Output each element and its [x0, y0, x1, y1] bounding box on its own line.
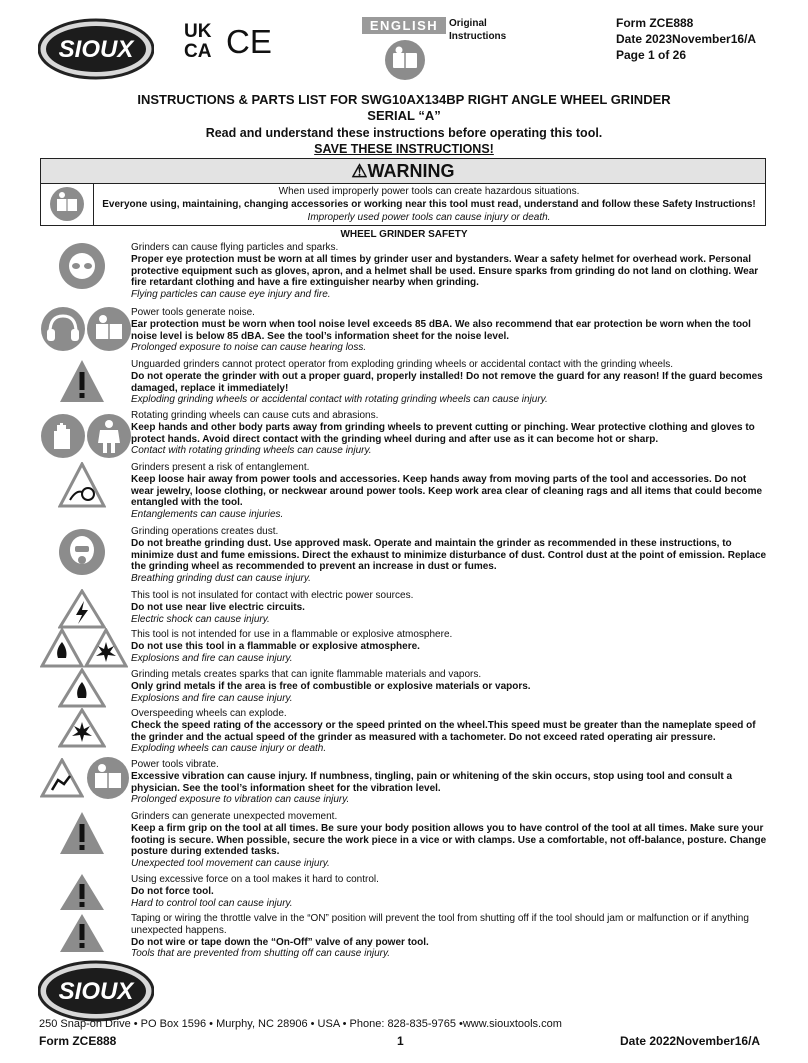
explosive-warning-icon: [58, 708, 106, 748]
language-label: ENGLISH: [362, 17, 446, 34]
warning-text: When used improperly power tools can create hazardous situations. Everyone using, maintaining, changing accessories or working near this tool must read, understand and follow these Safety Instructions! Improperly used power tools can cause injury or death.: [102, 186, 756, 223]
read-manual-icon: [41, 183, 93, 225]
page-count: Page 1 of 26: [616, 48, 687, 62]
warning-triangle-icon: [58, 810, 106, 856]
warning-box: [40, 158, 766, 226]
flammable-warning-icon: [58, 668, 106, 708]
footer-form-number: Form ZCE888: [39, 1034, 117, 1048]
safety-item: This tool is not insulated for contact with electric power sources. Do not use near live electric circuits. Electric shock can cause injury.: [131, 590, 414, 625]
language-badge: [362, 17, 446, 81]
svg-text:CE: CE: [226, 23, 272, 60]
vibration-warning-icon: [40, 758, 84, 798]
safety-item: Grinding metals creates sparks that can ignite flammable materials and vapors. Only grind metals if the area is free of combustible or explosive materials or vapors. Explosions and fire can cause injury.: [131, 669, 531, 704]
read-manual-icon: [384, 39, 426, 81]
safety-item: Taping or wiring the throttle valve in the “ON” position will prevent the tool from shutting off if the tool should jam or malfunction or if anything unexpected happens. Do not wire or tape down the “On-Off” valve of any power tool. Tools that are prevented from shutting off can cause injury.: [131, 913, 749, 960]
form-number: Form ZCE888: [616, 16, 694, 30]
safety-item: Grinders present a risk of entanglement. Keep loose hair away from power tools and accessories. Keep hands away from moving parts of the tool and accessories. Do not wear jewelry, loose clothing, or neckwear around power tools. Keep work area clear of cleaning rags and all items that could become entangled with the tool. Entanglements can cause injuries.: [131, 462, 763, 521]
eye-protection-icon: [58, 242, 106, 290]
certification-marks: [184, 20, 274, 58]
svg-text:UK: UK: [184, 21, 212, 42]
company-address: 250 Snap-on Drive • PO Box 1596 • Murphy, NC 28906 • USA • Phone: 828-835-9765 •www.siouxtools.com: [39, 1018, 562, 1030]
warning-triangle-icon: [58, 912, 106, 954]
logo-text: SIOUX: [58, 36, 134, 63]
warning-heading: ⚠WARNING: [41, 159, 765, 184]
footer-date: Date 2022November16/A: [620, 1034, 761, 1048]
section-title: WHEEL GRINDER SAFETY: [340, 229, 468, 240]
safety-item: Unguarded grinders cannot protect operator from exploding grinding wheels or accidental contact with the grinding wheels. Do not operate the grinder with out a proper guard, properly installed! Do not remove the guard for any reason! If the guard becomes damaged, replace it immediately! Exploding grinding wheels or accidental contact with rotating grinding wheels can cause injury.: [131, 359, 763, 406]
safety-item: Power tools vibrate. Excessive vibration can cause injury. If numbness, tingling, pain or whitening of the skin occurs, stop using tool and consult a physician. See the tool’s information sheet for the vibration level. Prolonged exposure to vibration can cause injury.: [131, 759, 733, 806]
logo-text: SIOUX: [58, 978, 134, 1005]
respirator-mask-icon: [58, 528, 106, 576]
svg-text:CA: CA: [184, 41, 212, 60]
form-date: Date 2023November16/A: [616, 32, 757, 46]
warning-triangle-icon: [58, 358, 106, 404]
protective-clothing-icon: [86, 413, 132, 459]
original-instructions: Original Instructions: [449, 18, 507, 42]
safety-item: This tool is not intended for use in a flammable or explosive atmosphere. Do not use this tool in a flammable or explosive atmosphere. Explosions and fire can cause injury.: [131, 629, 453, 664]
safety-item: Power tools generate noise. Ear protection must be worn when tool noise level exceeds 85 dBA. We also recommend that ear protection be worn when the tool noise level is below 85 dBA. See the tool’s information sheet for the noise level. Prolonged exposure to noise can cause hearing loss.: [131, 307, 751, 354]
safety-item: Using excessive force on a tool makes it hard to control. Do not force tool. Hard to control tool can cause injury.: [131, 874, 379, 909]
document-title: INSTRUCTIONS & PARTS LIST FOR SWG10AX134BP RIGHT ANGLE WHEEL GRINDER: [137, 92, 671, 107]
flammable-warning-icon: [40, 628, 84, 668]
electric-shock-icon: [58, 589, 106, 629]
form-info: [616, 15, 756, 63]
warning-icon-cell: [41, 183, 94, 225]
sioux-logo: [38, 960, 154, 1022]
protective-gloves-icon: [40, 413, 86, 459]
sioux-logo: [38, 18, 154, 80]
save-instructions: SAVE THESE INSTRUCTIONS!: [314, 142, 494, 156]
entanglement-warning-icon: [58, 462, 106, 508]
safety-item: Grinding operations creates dust. Do not breathe grinding dust. Use approved mask. Operate and maintain the grinder as recommended in these instructions, to minimize dust and fume emissions. Direct the exhaust to minimize disturbance of dust. Control dust at the point of emission. Replace the grinding wheel as recommended to prevent an increase in dust or fumes. Breathing grinding dust can cause injury.: [131, 526, 767, 585]
read-manual-icon: [86, 756, 130, 800]
ear-protection-icon: [40, 306, 86, 352]
footer-page-number: 1: [397, 1034, 404, 1048]
safety-item: Grinders can cause flying particles and sparks. Proper eye protection must be worn at all times by grinder user and bystanders. Wear a safety helmet for overhead work. Personal protective equipment such as gloves, apron, and a helmet shall be used. Ensure sparks from grinding do not land on clothing. Wear fire retardant clothing and have a fire extinguisher nearby when grinding. Flying particles can cause eye injury and fire.: [131, 242, 759, 301]
read-instructions: Read and understand these instructions before operating this tool.: [205, 126, 603, 140]
document-serial: SERIAL “A”: [367, 108, 441, 123]
read-manual-icon: [86, 306, 132, 352]
safety-item: Grinders can generate unexpected movement. Keep a firm grip on the tool at all times. Be sure your body position allows you to have control of the tool at all times. Make sure your footing is secure. When possible, secure the work piece in a vice or with clamps. Use a comfortable, not off-balance, posture. Change posture during extended tasks. Unexpected tool movement can cause injury.: [131, 811, 767, 870]
warning-triangle-icon: [58, 872, 106, 912]
explosive-warning-icon: [84, 628, 128, 668]
safety-item: Overspeeding wheels can explode. Check the speed rating of the accessory or the speed printed on the wheel.This speed must be greater than the nameplate speed of the grinder and the actual speed of the grinder as measured with a tachometer. Do not exceed rated operating air pressure. Exploding wheels can cause injury or death.: [131, 708, 756, 755]
safety-item: Rotating grinding wheels can cause cuts and abrasions. Keep hands and other body parts away from grinding wheels to prevent cutting or pinching. Wear protective clothing and gloves to protect hands. Avoid direct contact with the grinding wheel during and after use as it can become hot or sharp. Contact with rotating grinding wheels can cause injury.: [131, 410, 755, 457]
